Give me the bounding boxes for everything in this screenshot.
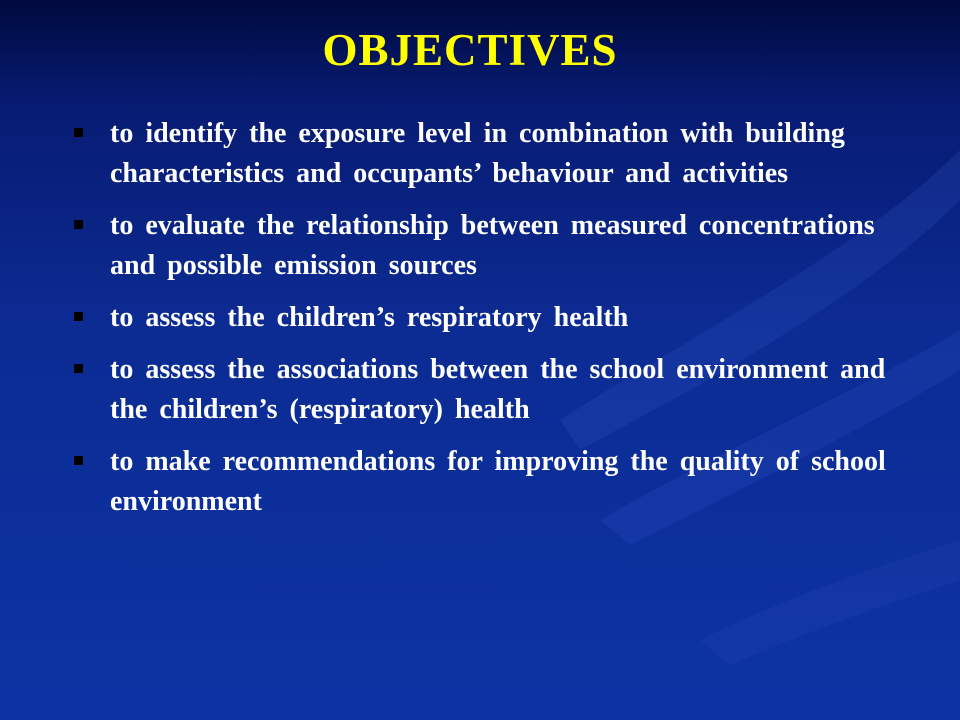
- square-bullet-icon: [74, 312, 83, 321]
- bullet-text: to identify the exposure level in combination with building characteristics and occupants’ behaviour and activities: [110, 118, 845, 189]
- square-bullet-icon: [74, 220, 83, 229]
- square-bullet-icon: [74, 128, 83, 137]
- list-item: [0, 298, 960, 338]
- list-item: [0, 114, 960, 194]
- bullet-text: to assess the children’s respiratory health: [110, 302, 629, 333]
- slide-title: OBJECTIVES: [322, 25, 618, 75]
- square-bullet-icon: [74, 456, 83, 465]
- list-item: [0, 206, 960, 286]
- objectives-list: [0, 114, 960, 534]
- square-bullet-icon: [74, 364, 83, 373]
- bullet-text: to assess the associations between the school environment and the children’s (respiratory) health: [110, 354, 886, 425]
- list-item: [0, 350, 960, 430]
- bullet-text: to evaluate the relationship between measured concentrations and possible emission sources: [110, 210, 875, 281]
- list-item: [0, 442, 960, 522]
- bullet-text: to make recommendations for improving the quality of school environment: [110, 446, 886, 517]
